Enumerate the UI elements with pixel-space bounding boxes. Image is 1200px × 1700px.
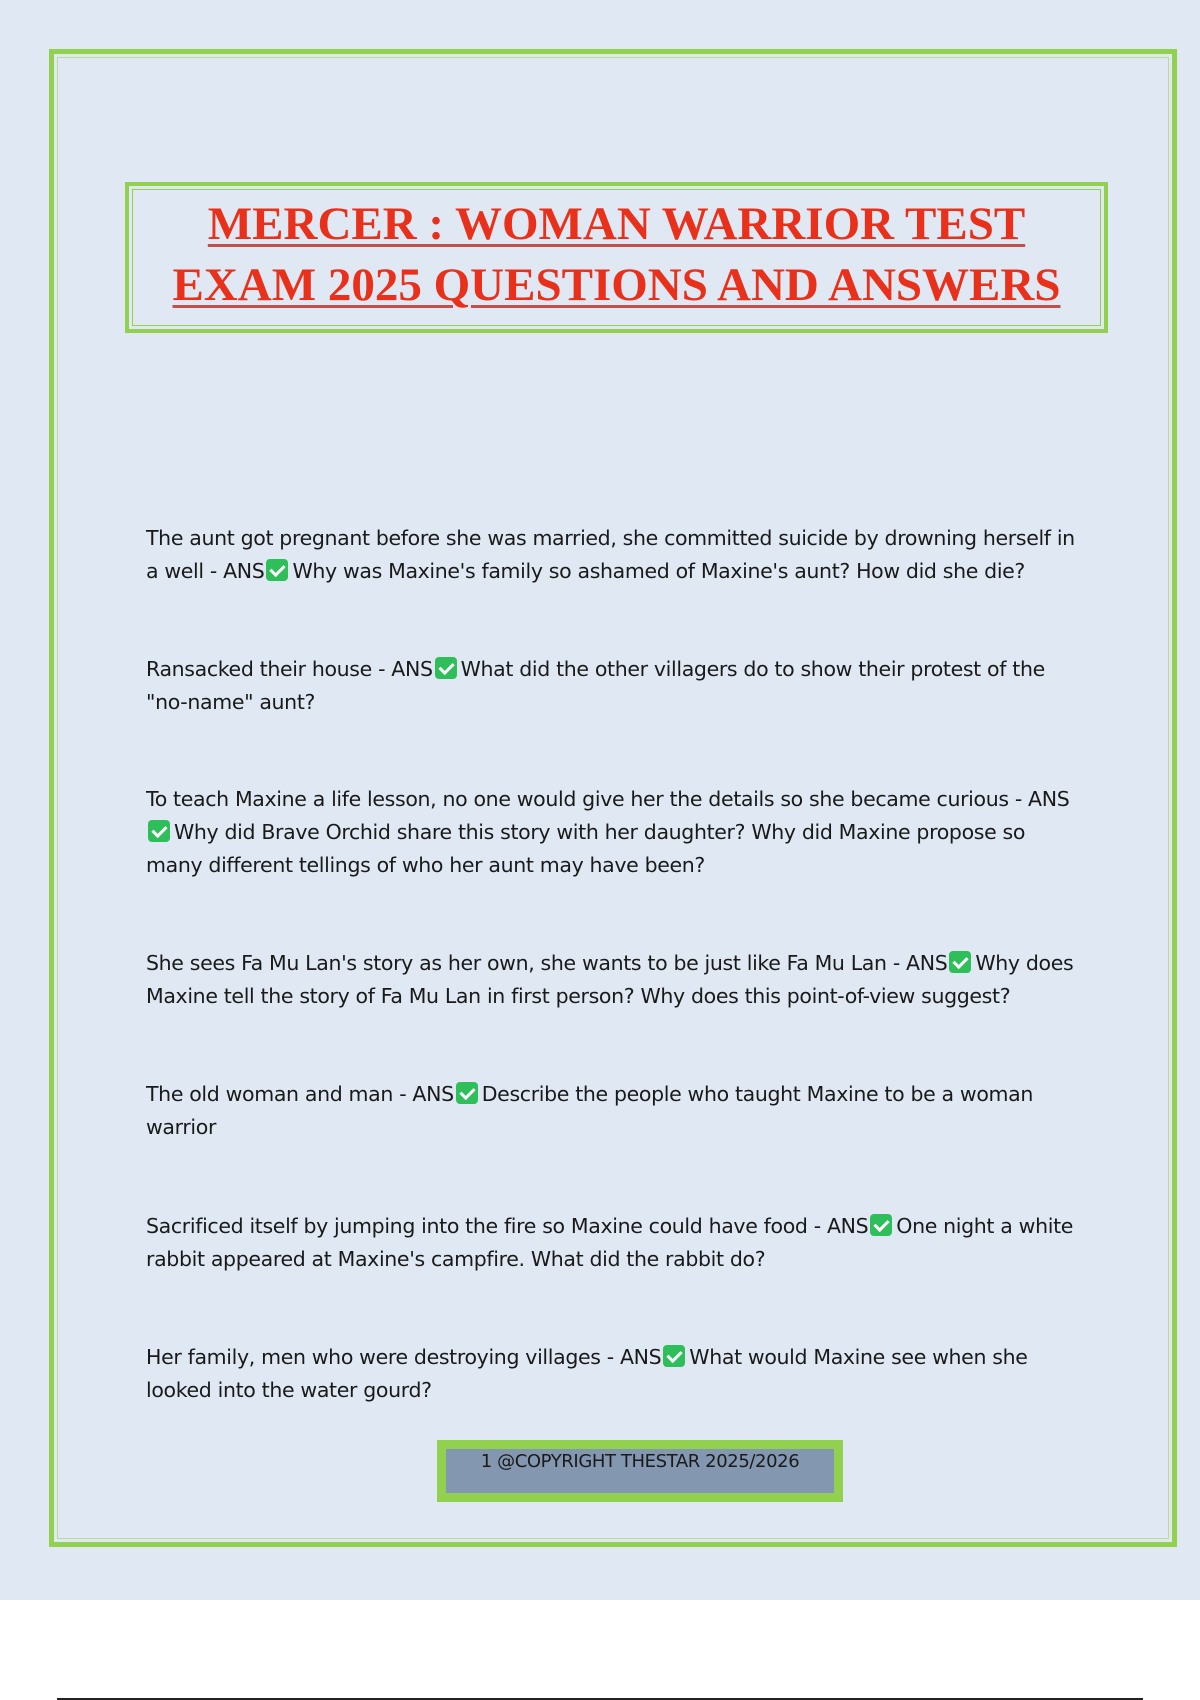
check-mark-icon: [870, 1214, 892, 1236]
title-line-2: EXAM 2025 QUESTIONS AND ANSWERS: [172, 259, 1061, 311]
title-line-1: MERCER : WOMAN WARRIOR TEST: [207, 198, 1026, 250]
qa-item: [146, 522, 1086, 588]
ans-label: - ANS: [209, 559, 265, 583]
check-mark-icon: [456, 1082, 478, 1104]
question-text: Describe the people who taught Maxine to be a woman warrior: [146, 1082, 1033, 1139]
qa-item: [146, 1078, 1086, 1144]
question-text: One night a white rabbit appeared at Maxine's campfire. What did the rabbit do?: [146, 1214, 1074, 1271]
answer-text: She sees Fa Mu Lan's story as her own, she wants to be just like Fa Mu Lan: [146, 951, 887, 975]
ans-label: - ANS: [892, 951, 948, 975]
question-text: Why did Brave Orchid share this story with her daughter? Why did Maxine propose so many different tellings of who her aunt may have been?: [146, 820, 1026, 877]
question-text: What did the other villagers do to show their protest of the "no-name" aunt?: [146, 657, 1045, 714]
ans-label: - ANS: [813, 1214, 869, 1238]
question-text: Why was Maxine's family so ashamed of Maxine's aunt? How did she die?: [292, 559, 1025, 583]
answer-text: Ransacked their house: [146, 657, 372, 681]
qa-item: [146, 1341, 1086, 1407]
document-title: [129, 194, 1104, 316]
check-mark-icon: [266, 559, 288, 581]
answer-text: Her family, men who were destroying villages: [146, 1345, 601, 1369]
check-mark-icon: [435, 657, 457, 679]
check-mark-icon: [949, 951, 971, 973]
check-mark-icon: [148, 820, 170, 842]
footer-box: [437, 1440, 843, 1502]
answer-text: To teach Maxine a life lesson, no one would give her the details so she became curious: [146, 787, 1009, 811]
qa-item: [146, 653, 1086, 719]
footer-copyright: 1 @COPYRIGHT THESTAR 2025/2026: [480, 1451, 800, 1472]
qa-item: [146, 1210, 1086, 1276]
ans-label: - ANS: [606, 1345, 662, 1369]
qa-item: [146, 947, 1086, 1013]
ans-label: - ANS: [1014, 787, 1070, 811]
qa-item: [146, 783, 1086, 882]
question-text: What would Maxine see when she looked into the water gourd?: [146, 1345, 1028, 1402]
check-mark-icon: [663, 1345, 685, 1367]
ans-label: - ANS: [378, 657, 433, 681]
answer-text: Sacrificed itself by jumping into the fire so Maxine could have food: [146, 1214, 808, 1238]
ans-label: - ANS: [399, 1082, 454, 1106]
answer-text: The old woman and man: [146, 1082, 394, 1106]
title-box: [125, 182, 1108, 333]
answer-text: The aunt got pregnant before she was married, she committed suicide by drowning herself in a well: [146, 526, 1075, 583]
question-text: Why does Maxine tell the story of Fa Mu Lan in first person? Why does this point-of-view suggest?: [146, 951, 1074, 1008]
